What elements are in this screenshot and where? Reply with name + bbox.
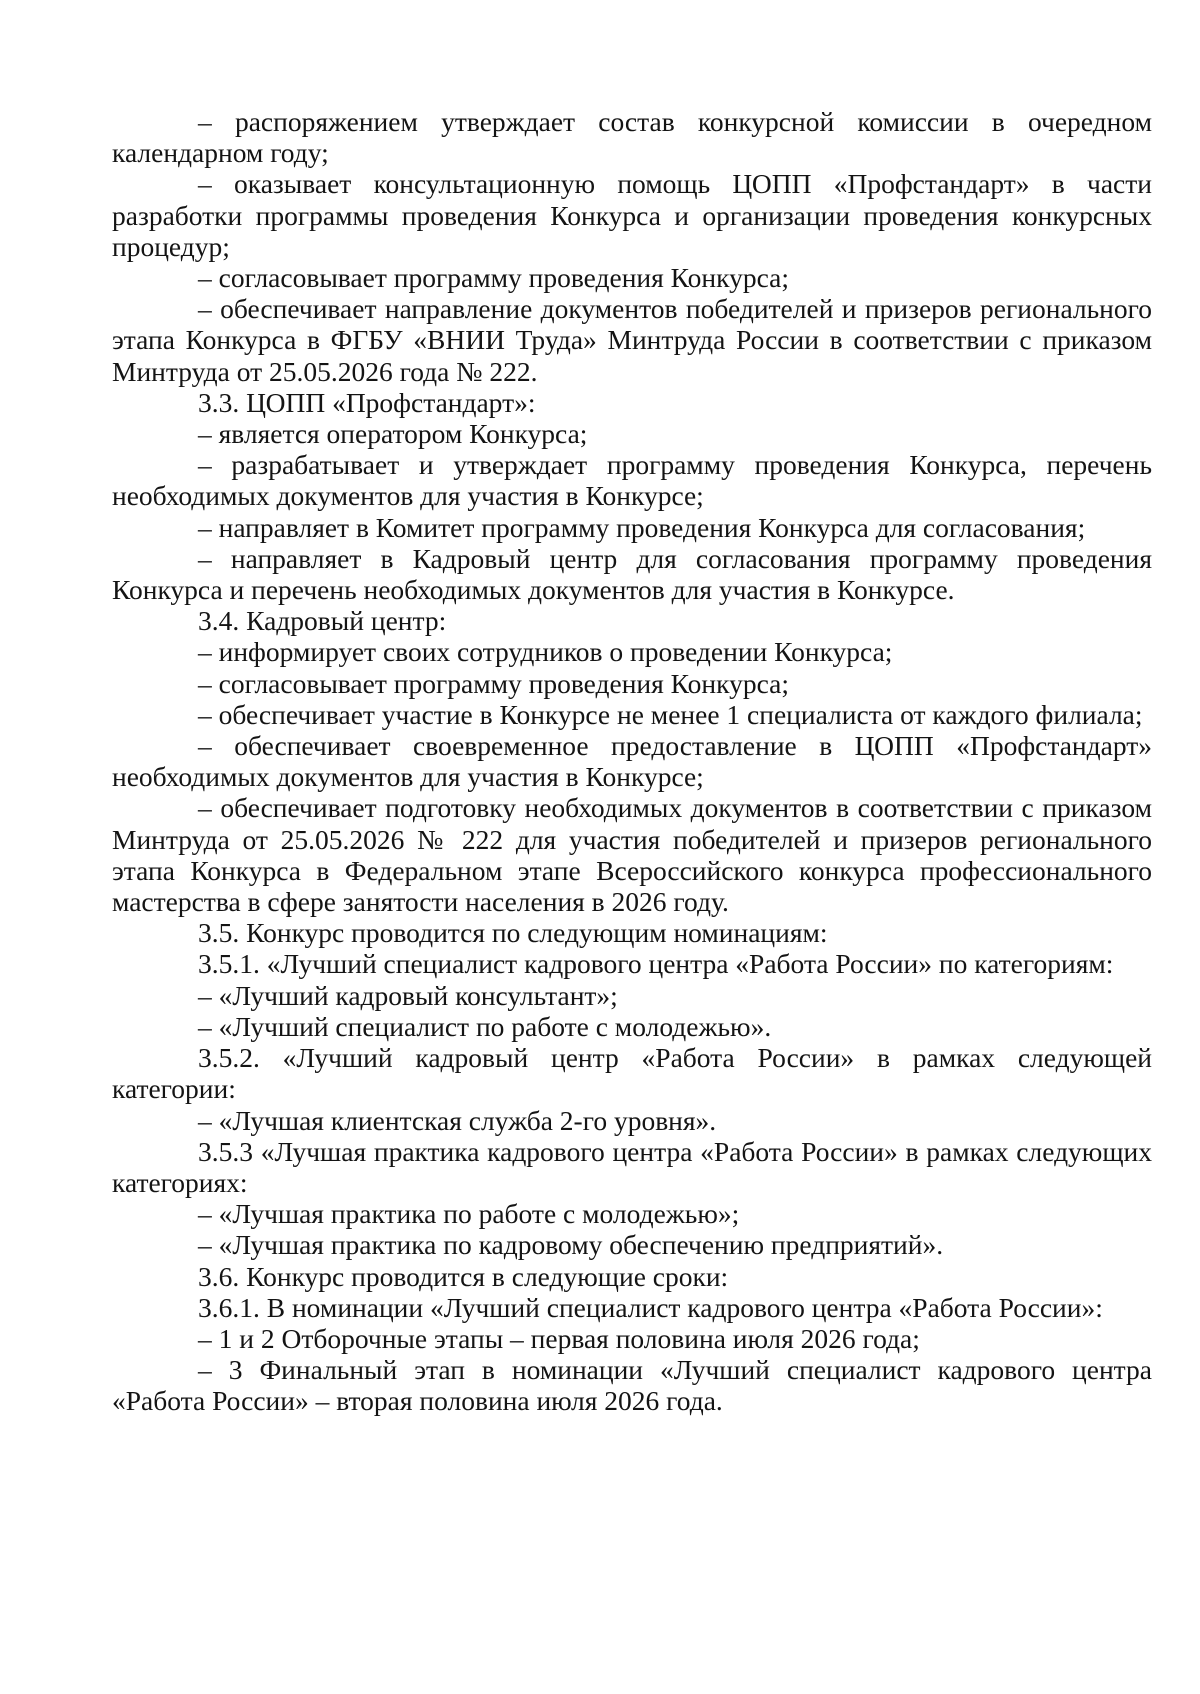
paragraph: 3.5. Конкурс проводится по следующим номинациям: bbox=[198, 917, 828, 949]
paragraph: – «Лучший специалист по работе с молодежью». bbox=[198, 1010, 772, 1042]
paragraph: – является оператором Конкурса; bbox=[198, 418, 588, 450]
paragraph: – «Лучший кадровый консультант»; bbox=[198, 979, 618, 1011]
paragraph: – обеспечивает направление документов победителей и призеров регионального этапа Конкурса в ФГБУ «ВНИИ Труда» Минтруда России в соответствии с приказом Минтруда от 25.05.2026 года № 222. bbox=[112, 293, 1152, 387]
paragraph: – направляет в Кадровый центр для согласования программу проведения Конкурса и перечень необходимых документов для участия в Конкурсе. bbox=[112, 542, 1152, 606]
paragraph: – 1 и 2 Отборочные этапы – первая половина июля 2026 года; bbox=[198, 1322, 920, 1354]
paragraph: 3.4. Кадровый центр: bbox=[198, 605, 447, 637]
paragraph: – оказывает консультационную помощь ЦОПП «Профстандарт» в части разработки программы проведения Конкурса и организации проведения конкурсных процедур; bbox=[112, 168, 1152, 262]
paragraph: 3.5.1. «Лучший специалист кадрового центра «Работа России» по категориям: bbox=[198, 948, 1114, 980]
paragraph: – обеспечивает своевременное предоставление в ЦОПП «Профстандарт» необходимых документов для участия в Конкурсе; bbox=[112, 730, 1152, 793]
paragraph: – «Лучшая практика по кадровому обеспечению предприятий». bbox=[198, 1229, 944, 1261]
paragraph: 3.5.3 «Лучшая практика кадрового центра «Работа России» в рамках следующих категориях: bbox=[112, 1135, 1152, 1198]
paragraph: 3.6. Конкурс проводится в следующие сроки: bbox=[198, 1260, 729, 1292]
paragraph: – «Лучшая практика по работе с молодежью»; bbox=[198, 1198, 740, 1230]
document-body bbox=[112, 106, 1152, 1417]
paragraph: – обеспечивает участие в Конкурсе не менее 1 специалиста от каждого филиала; bbox=[198, 698, 1143, 730]
paragraph: – «Лучшая клиентская служба 2-го уровня». bbox=[198, 1104, 717, 1136]
paragraph: – распоряжением утверждает состав конкурсной комиссии в очередном календарном году; bbox=[112, 106, 1152, 169]
paragraph: – 3 Финальный этап в номинации «Лучший специалист кадрового центра «Работа России» – вторая половина июля 2026 года. bbox=[112, 1354, 1152, 1417]
paragraph: – обеспечивает подготовку необходимых документов в соответствии с приказом Минтруда от 25.05.2026 № 222 для участия победителей и призеров регионального этапа Конкурса в Федеральном этапе Всероссийского конкурса профессионального мастерства в сфере занятости населения в 2026 году. bbox=[112, 792, 1152, 918]
paragraph: 3.5.2. «Лучший кадровый центр «Работа России» в рамках следующей категории: bbox=[112, 1042, 1152, 1105]
paragraph: 3.3. ЦОПП «Профстандарт»: bbox=[198, 386, 536, 418]
paragraph: – согласовывает программу проведения Конкурса; bbox=[198, 262, 789, 294]
paragraph: – согласовывает программу проведения Конкурса; bbox=[198, 667, 789, 699]
paragraph: – разрабатывает и утверждает программу проведения Конкурса, перечень необходимых документов для участия в Конкурсе; bbox=[112, 449, 1152, 512]
paragraph: – информирует своих сотрудников о проведении Конкурса; bbox=[198, 636, 893, 668]
paragraph: 3.6.1. В номинации «Лучший специалист кадрового центра «Работа России»: bbox=[198, 1291, 1103, 1323]
paragraph: – направляет в Комитет программу проведения Конкурса для согласования; bbox=[198, 511, 1086, 543]
